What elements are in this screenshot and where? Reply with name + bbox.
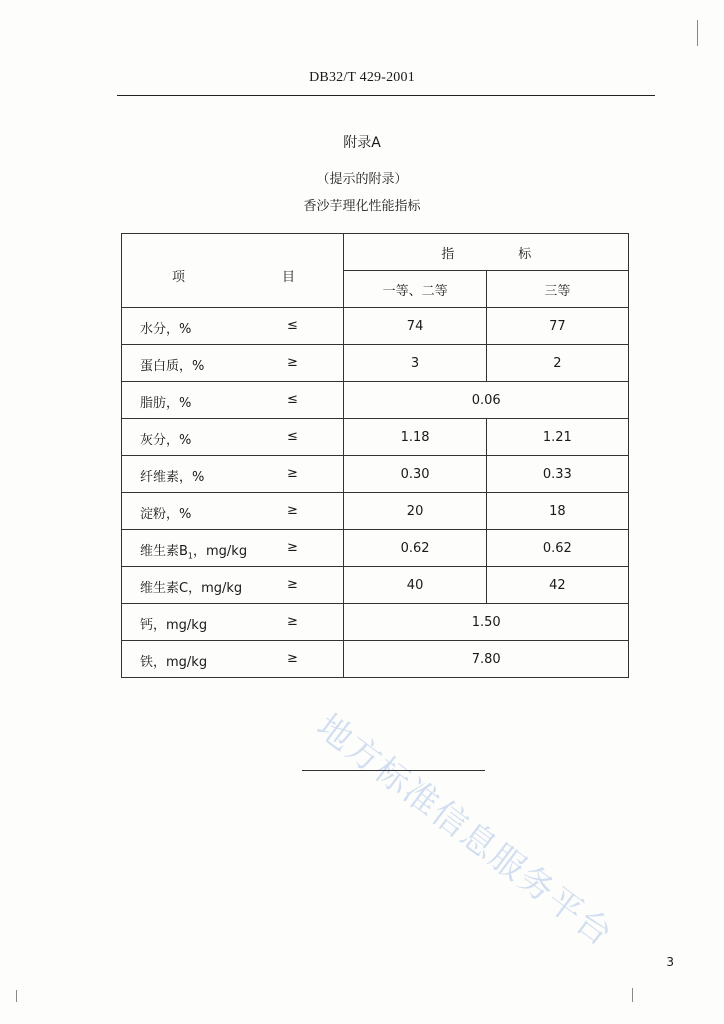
appendix-title: 附录A (343, 135, 381, 151)
row-item (122, 345, 344, 382)
value-grade-b: 2 (486, 345, 628, 382)
header-item-cell (122, 234, 344, 308)
value-grade-a: 40 (344, 567, 486, 604)
value-grade-b: 18 (486, 493, 628, 530)
row-operator: ≥ (287, 355, 298, 370)
row-name: 灰分，% (140, 433, 192, 448)
row-item (122, 604, 344, 641)
value-grade-b: 0.62 (486, 530, 628, 567)
value-grade-a: 3 (344, 345, 486, 382)
scan-edge-mark (632, 988, 633, 1002)
row-name: 淀粉，% (140, 507, 192, 522)
row-item (122, 530, 344, 567)
table-row (122, 604, 629, 641)
value-grade-b: 1.21 (486, 419, 628, 456)
table-row (122, 567, 629, 604)
header-item-2: 目 (282, 270, 296, 285)
value-grade-b: 0.33 (486, 456, 628, 493)
row-operator: ≥ (287, 614, 298, 629)
row-item (122, 641, 344, 678)
header-index-2: 标 (518, 246, 532, 262)
table-row (122, 641, 629, 678)
table-row (122, 530, 629, 567)
table-row (122, 456, 629, 493)
value-grade-a: 1.18 (344, 419, 486, 456)
table-row (122, 308, 629, 345)
value-merged: 0.06 (344, 382, 629, 419)
row-name: 蛋白质，% (140, 359, 205, 374)
header-index-1: 指 (441, 246, 455, 262)
row-operator: ≥ (287, 540, 298, 555)
row-name: 钙，mg/kg (140, 618, 208, 633)
document-code: DB32/T 429-2001 (309, 70, 415, 85)
row-item (122, 419, 344, 456)
table-title: 香沙芋理化性能指标 (303, 199, 421, 214)
table-row (122, 419, 629, 456)
row-name: 维生素$B_1$，mg/kg (140, 544, 248, 561)
row-name: 铁，mg/kg (140, 655, 208, 670)
header-grade-b: 三等 (486, 271, 628, 308)
header-rule (117, 95, 655, 96)
value-grade-a: 0.30 (344, 456, 486, 493)
row-operator: ≥ (287, 577, 298, 592)
spec-table (121, 233, 629, 678)
row-name: 纤维素，% (140, 470, 205, 485)
table-row (122, 493, 629, 530)
table-row (122, 382, 629, 419)
value-grade-a: 20 (344, 493, 486, 530)
row-operator: ≥ (287, 651, 298, 666)
value-merged: 1.50 (344, 604, 629, 641)
row-item (122, 567, 344, 604)
row-operator: ≥ (287, 503, 298, 518)
end-rule (302, 770, 485, 771)
scan-edge-mark (16, 990, 17, 1002)
row-item (122, 456, 344, 493)
value-grade-a: 74 (344, 308, 486, 345)
value-grade-b: 77 (486, 308, 628, 345)
row-operator: ≥ (287, 466, 298, 481)
row-operator: ≤ (287, 392, 298, 407)
page-number: 3 (666, 955, 674, 969)
row-name: 脂肪，% (140, 396, 192, 411)
value-grade-a: 0.62 (344, 530, 486, 567)
header-grade-a: 一等、二等 (344, 271, 486, 308)
value-grade-b: 42 (486, 567, 628, 604)
watermark: 地方标准信息服务平台 (309, 706, 621, 955)
scan-edge-mark (697, 20, 698, 46)
header-index-cell (344, 234, 629, 271)
header-item-1: 项 (172, 270, 186, 285)
row-item (122, 493, 344, 530)
row-operator: ≤ (287, 318, 298, 333)
appendix-note: （提示的附录） (316, 172, 408, 187)
row-operator: ≤ (287, 429, 298, 444)
row-name: 维生素C，mg/kg (140, 581, 243, 596)
row-item (122, 308, 344, 345)
table-row (122, 345, 629, 382)
row-name: 水分，% (140, 322, 192, 337)
row-item (122, 382, 344, 419)
value-merged: 7.80 (344, 641, 629, 678)
